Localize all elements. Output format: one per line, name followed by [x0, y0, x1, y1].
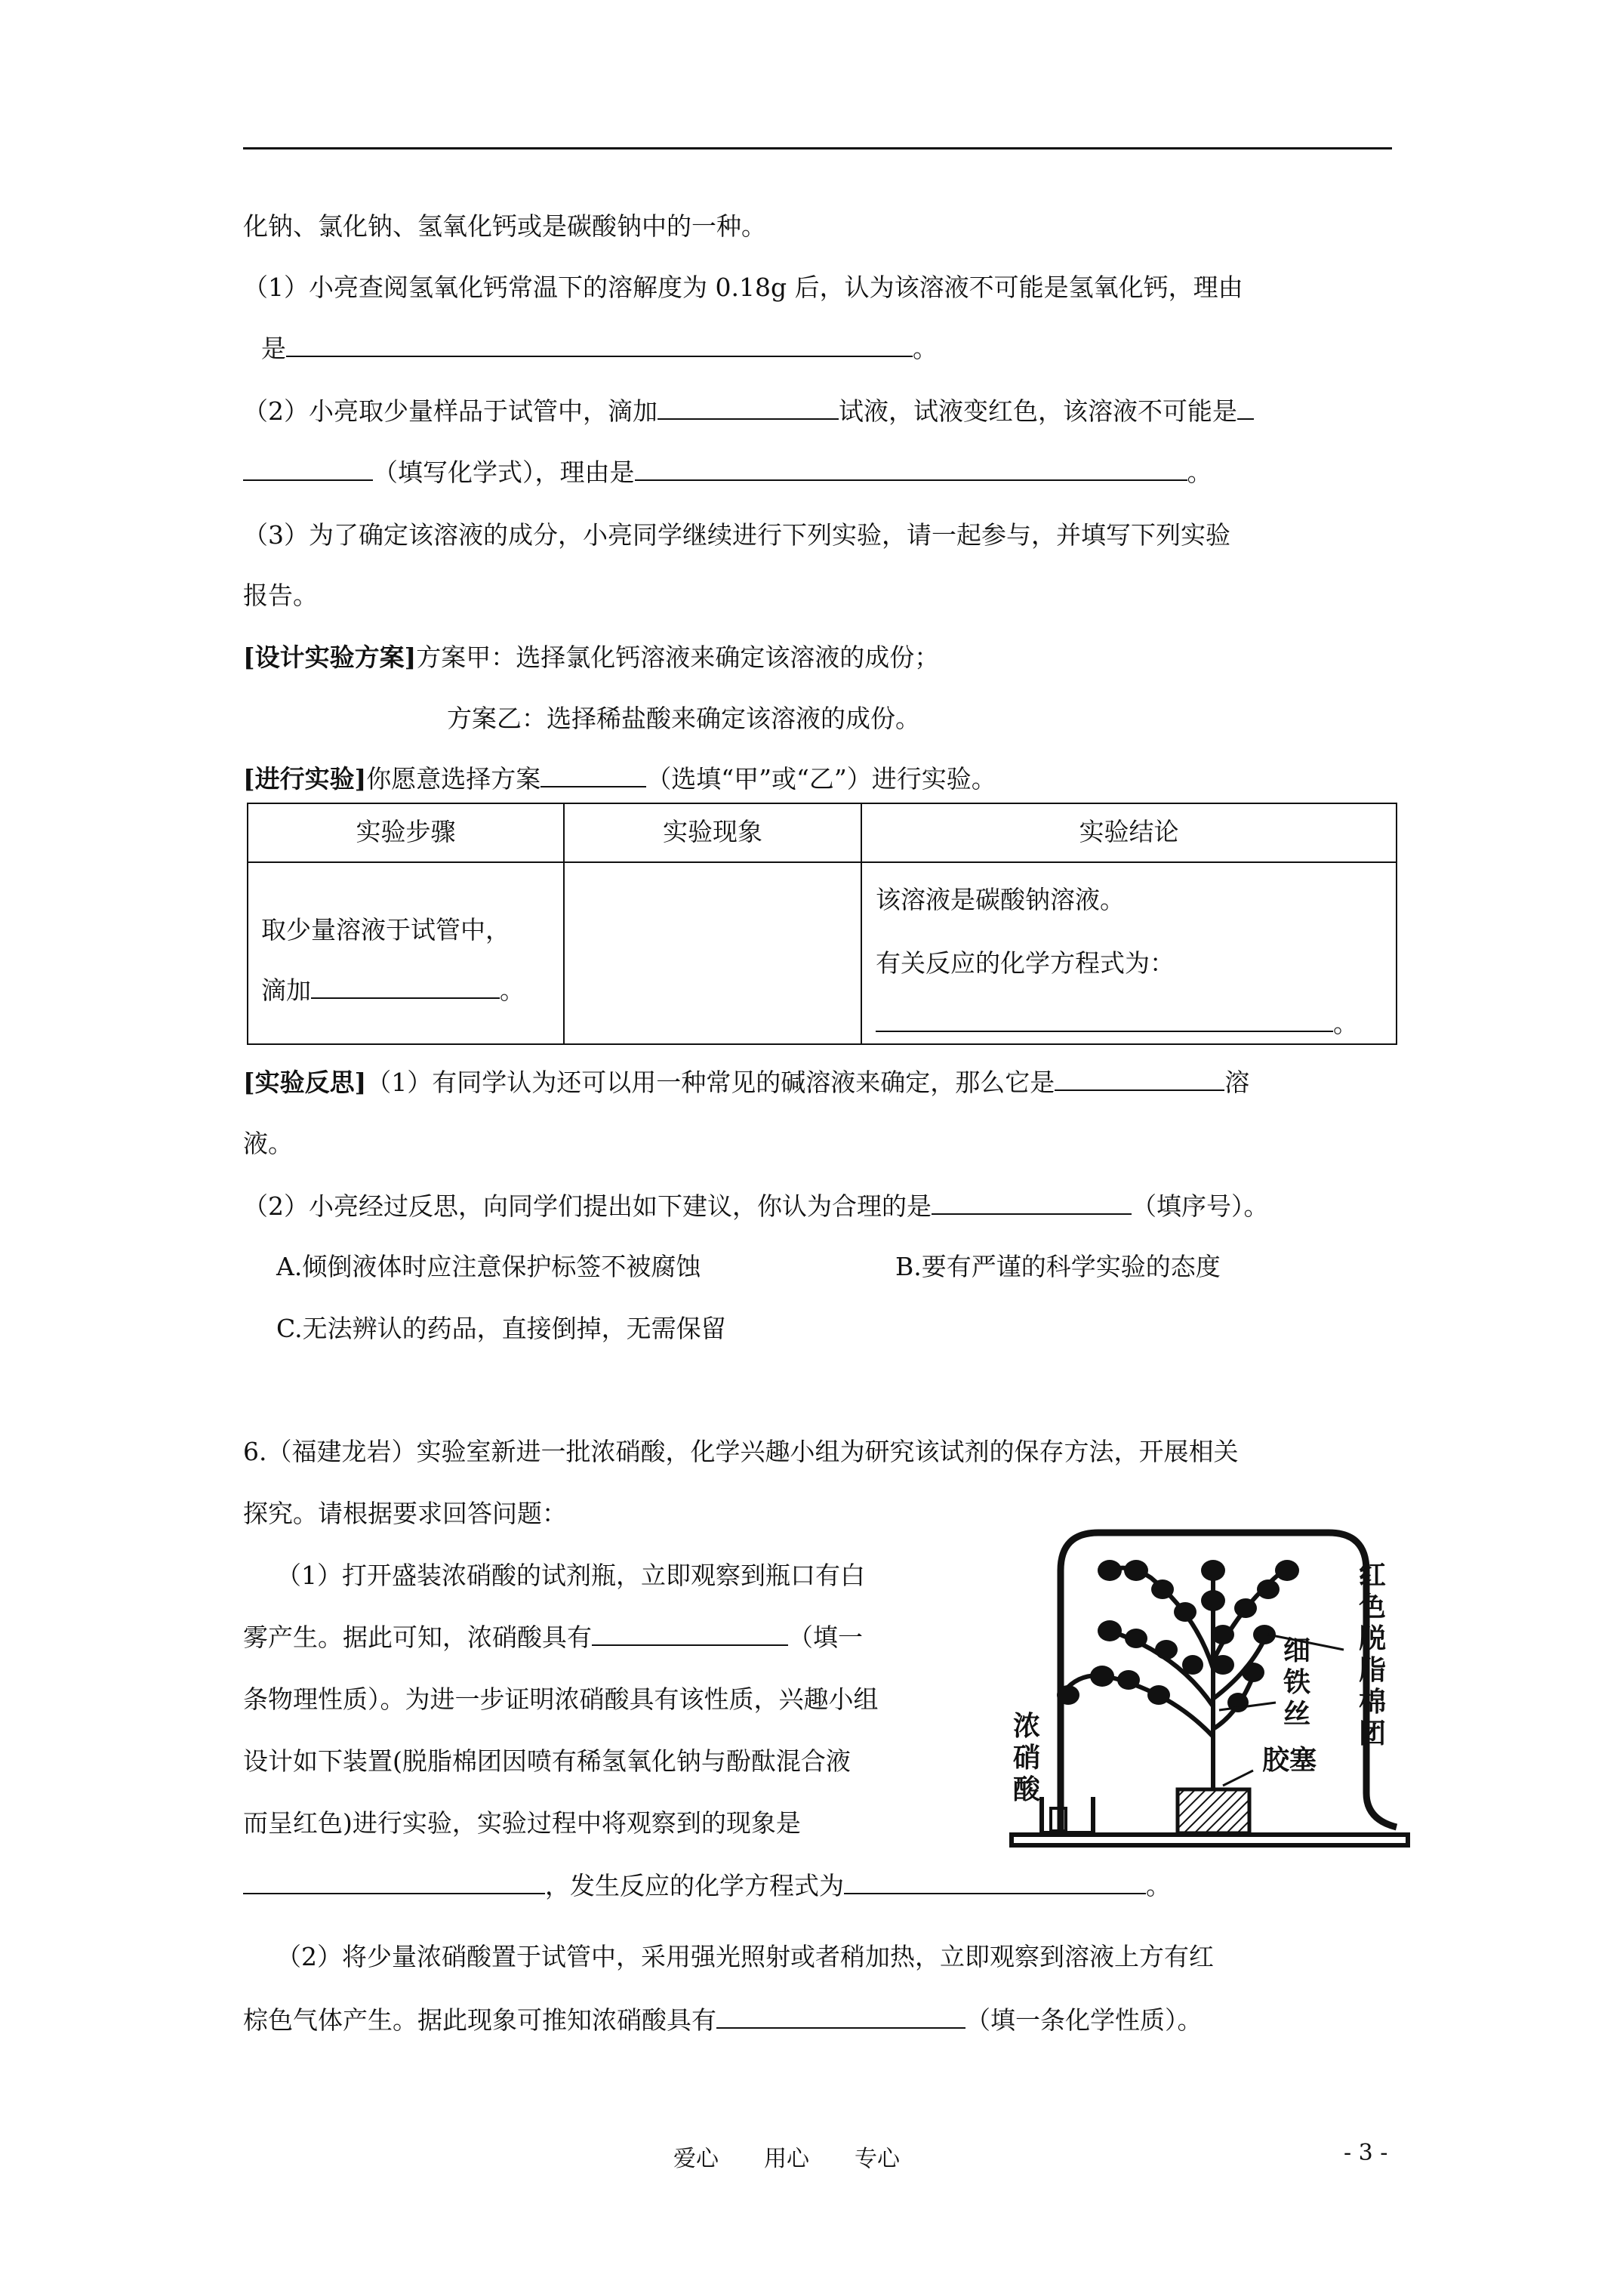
question-1-line-1: （1）小亮查阅氢氧化钙常温下的溶解度为 0.18g 后，认为该溶液不可能是氢氧化钙，理由 [243, 273, 1243, 302]
table-step-suffix: 。 [500, 975, 525, 1005]
question-6-1-line-2 [243, 1623, 863, 1653]
question-3-line-1: （3）为了确定该溶液的成分，小亮同学继续进行下列实验，请一起参与，并填写下列实验 [243, 520, 1230, 550]
table-step-prefix: 滴加 [261, 975, 311, 1005]
answer-blank[interactable] [311, 976, 500, 999]
question-6-1-suffix: （填一 [788, 1623, 863, 1652]
cotton-balls [1057, 1560, 1299, 1712]
question-2-line-2-suffix: 。 [1187, 458, 1212, 487]
label-iron-wire: 细铁丝 [1283, 1635, 1311, 1730]
option-b: B.要有严谨的科学实验的态度 [895, 1252, 1221, 1281]
reflect-line-3 [243, 1191, 1269, 1222]
answer-blank[interactable] [243, 1872, 545, 1894]
question-6-1-line-1: （1）打开盛装浓硝酸的试剂瓶，立即观察到瓶口有白 [276, 1561, 865, 1590]
table-conclusion-line-1: 该溶液是碳酸钠溶液。 [876, 885, 1125, 914]
table-conclusion-line-2: 有关反应的化学方程式为： [876, 948, 1175, 978]
question-6-2-line-2 [243, 2005, 1203, 2036]
page-number: - 3 - [1344, 2140, 1388, 2166]
reflect-2-suffix: （填序号）。 [1132, 1191, 1269, 1221]
reflect-label: [实验反思] [243, 1068, 367, 1097]
question-1-prefix: 是 [261, 334, 286, 363]
answer-blank[interactable] [1055, 1068, 1224, 1091]
table-conclusion-line-3 [876, 1009, 1358, 1039]
table-border-top [247, 803, 1397, 804]
design-line-1 [243, 643, 939, 673]
table-header-steps: 实验步骤 [356, 817, 456, 846]
table-border-bottom [247, 1043, 1397, 1045]
text-line: 化钠、氯化钠、氢氧化钙或是碳酸钠中的一种。 [243, 211, 766, 241]
question-6-line-2: 探究。请根据要求回答问题： [243, 1499, 567, 1528]
do-label: [进行实验] [243, 764, 367, 794]
label-nitric-acid: 浓硝酸 [1013, 1710, 1041, 1805]
do-text-suffix: （选填“甲”或“乙”）进行实验。 [646, 764, 996, 794]
answer-blank[interactable] [635, 458, 1187, 481]
answer-blank[interactable] [540, 765, 646, 787]
answer-blank[interactable] [716, 2006, 965, 2029]
question-2-line-1 [243, 396, 1254, 427]
rubber-stopper [1178, 1789, 1249, 1833]
table-border-header [247, 861, 1397, 863]
footer-motto: 爱心 用心 专心 [673, 2146, 900, 2172]
answer-blank[interactable] [876, 1009, 1333, 1032]
design-plan-b: 方案乙：选择稀盐酸来确定该溶液的成份。 [447, 704, 920, 733]
stopper-leader [1223, 1771, 1253, 1786]
table-conclusion-suffix: 。 [1333, 1009, 1358, 1038]
reflect-2-prefix: （2）小亮经过反思，向同学们提出如下建议，你认为合理的是 [243, 1191, 932, 1221]
question-6-2-line-1: （2）将少量浓硝酸置于试管中，采用强光照射或者稍加热，立即观察到溶液上方有红 [276, 1942, 1214, 1971]
question-6-1-line-4: 设计如下装置(脱脂棉团因喷有稀氢氧化钠与酚酞混合液 [243, 1746, 851, 1776]
question-6-1-line-3: 条物理性质）。为进一步证明浓硝酸具有该性质，兴趣小组 [243, 1684, 879, 1714]
header-rule [243, 147, 1392, 149]
design-label: [设计实验方案] [243, 643, 417, 672]
question-2-line-2 [243, 458, 1212, 488]
table-header-conclusion: 实验结论 [1079, 817, 1179, 846]
reflect-line-1 [243, 1068, 1249, 1098]
question-6-1-end: 。 [1146, 1871, 1171, 1900]
question-6-1-prefix: 雾产生。据此可知，浓硝酸具有 [243, 1623, 592, 1652]
label-red-cotton: 红色脱脂棉团 [1359, 1559, 1387, 1749]
question-6-line-1: 6.（福建龙岩）实验室新进一批浓硝酸，化学兴趣小组为研究该试剂的保存方法，开展相关 [243, 1437, 1239, 1466]
question-3-line-2: 报告。 [243, 581, 318, 610]
answer-blank[interactable] [932, 1192, 1132, 1215]
question-6-1-middle: ，发生反应的化学方程式为 [545, 1871, 844, 1900]
table-border-right [1396, 803, 1397, 1045]
table-step-line-1: 取少量溶液于试管中， [261, 915, 510, 945]
apparatus-figure [996, 1518, 1419, 1857]
label-stopper: 胶塞 [1262, 1744, 1317, 1776]
question-1-suffix: 。 [913, 334, 938, 363]
table-header-phenomenon: 实验现象 [663, 817, 762, 846]
answer-blank[interactable] [1237, 397, 1254, 420]
reflect-line-2: 液。 [243, 1129, 293, 1158]
do-experiment-line [243, 764, 996, 794]
table-step-line-2 [261, 975, 525, 1006]
answer-blank[interactable] [286, 334, 913, 357]
reflect-1-suffix: 溶 [1224, 1068, 1250, 1097]
question-2-prefix: （2）小亮取少量样品于试管中，滴加 [243, 396, 658, 426]
question-2-middle: 试液，试液变红色，该溶液不可能是 [839, 396, 1237, 426]
question-6-1-line-6 [243, 1871, 1171, 1901]
question-6-1-line-5: 而呈红色)进行实验，实验过程中将观察到的现象是 [243, 1808, 801, 1838]
answer-blank[interactable] [243, 458, 373, 481]
question-2-line-2-middle: （填写化学式），理由是 [373, 458, 635, 487]
question-1-line-2 [261, 334, 938, 364]
question-6-2-suffix: （填一条化学性质）。 [965, 2005, 1203, 2035]
design-plan-a: 方案甲：选择氯化钙溶液来确定该溶液的成份； [416, 643, 940, 672]
question-6-2-prefix: 棕色气体产生。据此现象可推知浓硝酸具有 [243, 2005, 716, 2035]
answer-blank[interactable] [844, 1872, 1146, 1894]
option-c: C.无法辨认的药品，直接倒掉，无需保留 [276, 1314, 726, 1343]
option-a: A.倾倒液体时应注意保护标签不被腐蚀 [276, 1252, 701, 1281]
answer-blank[interactable] [658, 397, 839, 420]
answer-blank[interactable] [592, 1623, 788, 1646]
do-text-prefix: 你愿意选择方案 [366, 764, 541, 794]
reflect-1-prefix: （1）有同学认为还可以用一种常见的碱溶液来确定，那么它是 [366, 1068, 1055, 1097]
base-plate [1012, 1835, 1408, 1845]
